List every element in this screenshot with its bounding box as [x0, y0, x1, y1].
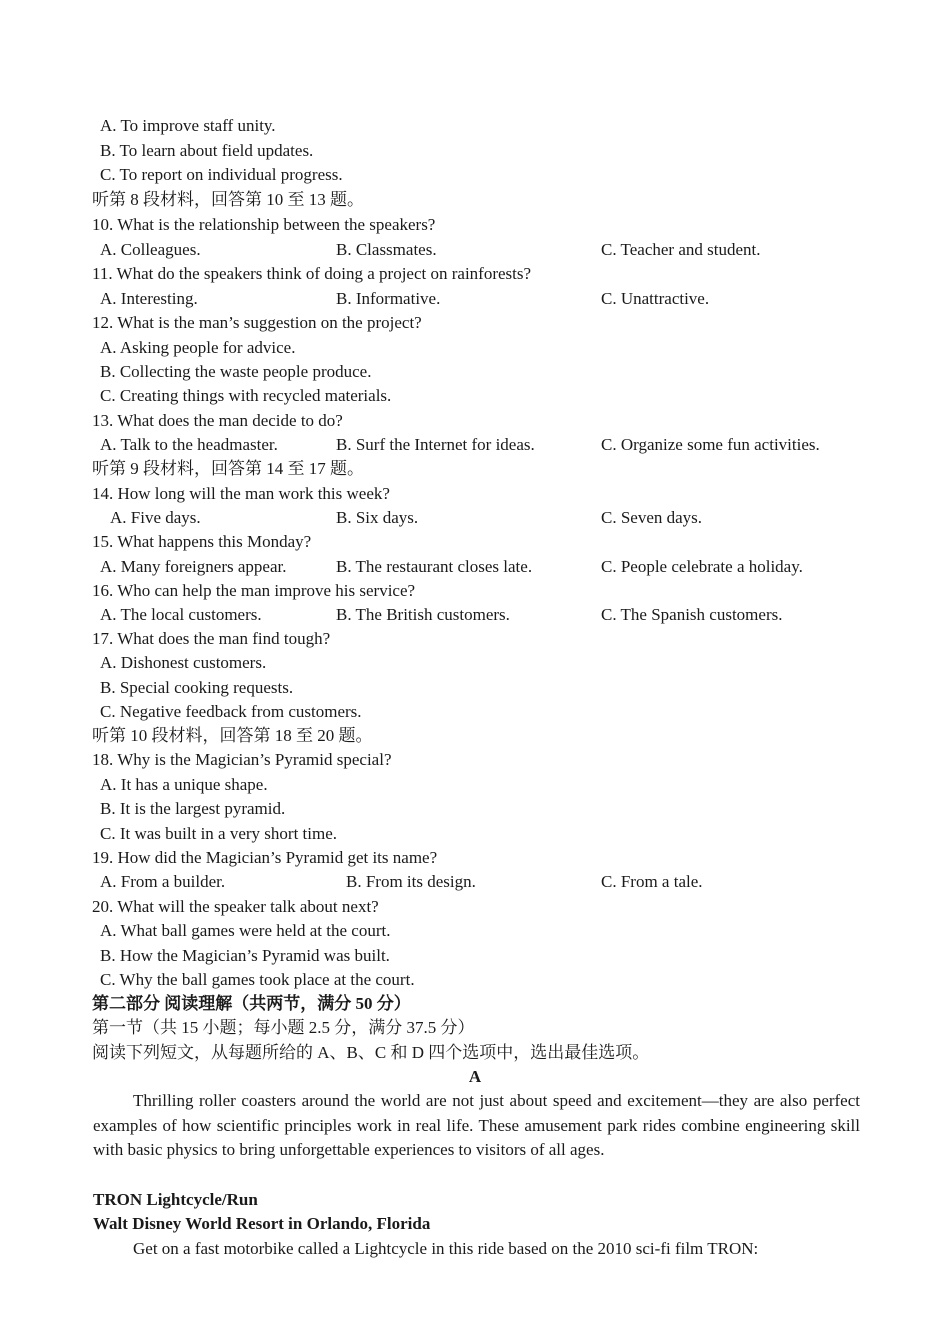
q9-option-c: C. To report on individual progress. — [100, 165, 343, 184]
q16-option-a: A. The local customers. — [100, 605, 262, 624]
q19-option-b: B. From its design. — [346, 872, 476, 891]
q16-option-b: B. The British customers. — [336, 605, 510, 624]
q12-option-b: B. Collecting the waste people produce. — [100, 362, 372, 381]
q12-stem: 12. What is the man’s suggestion on the project? — [92, 313, 422, 332]
q9-option-b: B. To learn about field updates. — [100, 141, 314, 160]
q19-stem: 19. How did the Magician’s Pyramid get its name? — [92, 848, 438, 867]
q15-option-a: A. Many foreigners appear. — [100, 557, 287, 576]
q14-option-b: B. Six days. — [336, 508, 419, 527]
q13-stem: 13. What does the man decide to do? — [92, 411, 343, 430]
q10-option-a: A. Colleagues. — [100, 240, 201, 259]
q19-option-c: C. From a tale. — [601, 872, 703, 891]
q17-option-b: B. Special cooking requests. — [100, 678, 294, 697]
section9-intro: 听第 9 段材料，回答第 14 至 17 题。 — [92, 459, 364, 478]
part2-title: 第二部分 阅读理解（共两节，满分 50 分） — [92, 994, 411, 1013]
q17-option-c: C. Negative feedback from customers. — [100, 702, 362, 721]
q20-option-a: A. What ball games were held at the court. — [100, 921, 391, 940]
q9-option-a: A. To improve staff unity. — [100, 116, 276, 135]
q12-option-c: C. Creating things with recycled materials. — [100, 386, 392, 405]
q14-stem: 14. How long will the man work this week? — [92, 484, 390, 503]
q19-option-a: A. From a builder. — [100, 872, 226, 891]
ride1-title: TRON Lightcycle/Run — [93, 1190, 258, 1209]
q18-option-c: C. It was built in a very short time. — [100, 824, 338, 843]
q13-option-b: B. Surf the Internet for ideas. — [336, 435, 535, 454]
q18-option-a: A. It has a unique shape. — [100, 775, 268, 794]
section8-intro: 听第 8 段材料，回答第 10 至 13 题。 — [92, 190, 364, 209]
q15-option-b: B. The restaurant closes late. — [336, 557, 533, 576]
q12-option-a: A. Asking people for advice. — [100, 338, 296, 357]
q18-stem: 18. Why is the Magician’s Pyramid special? — [92, 750, 392, 769]
q11-option-b: B. Informative. — [336, 289, 441, 308]
passage-intro-paragraph: Thrilling roller coasters around the world are not just about speed and excitement—they are also perfect examples of how scientific principles work in real life. These amusement park rides combine engineering skill with basic physics to bring unforgettable experiences to visitors of all ages. — [93, 1091, 860, 1159]
q11-stem: 11. What do the speakers think of doing a project on rainforests? — [92, 264, 532, 283]
q20-option-b: B. How the Magician’s Pyramid was built. — [100, 946, 390, 965]
q10-stem: 10. What is the relationship between the speakers? — [92, 215, 436, 234]
q16-option-c: C. The Spanish customers. — [601, 605, 783, 624]
q16-stem: 16. Who can help the man improve his service? — [92, 581, 416, 600]
q15-option-c: C. People celebrate a holiday. — [601, 557, 803, 576]
q17-option-a: A. Dishonest customers. — [100, 653, 267, 672]
ride1-location: Walt Disney World Resort in Orlando, Florida — [93, 1214, 431, 1233]
q11-option-c: C. Unattractive. — [601, 289, 710, 308]
part2-section1-heading: 第一节（共 15 小题；每小题 2.5 分，满分 37.5 分） — [92, 1018, 475, 1037]
q17-stem: 17. What does the man find tough? — [92, 629, 331, 648]
part2-instruction: 阅读下列短文，从每题所给的 A、B、C 和 D 四个选项中，选出最佳选项。 — [92, 1043, 650, 1062]
q18-option-b: B. It is the largest pyramid. — [100, 799, 286, 818]
q15-stem: 15. What happens this Monday? — [92, 532, 312, 551]
q14-option-a: A. Five days. — [110, 508, 201, 527]
passage-label: A — [468, 1067, 482, 1086]
section10-intro: 听第 10 段材料，回答第 18 至 20 题。 — [92, 726, 373, 745]
ride1-text: Get on a fast motorbike called a Lightcycle in this ride based on the 2010 sci-fi film TRON: — [133, 1239, 759, 1258]
q13-option-a: A. Talk to the headmaster. — [100, 435, 278, 454]
q20-stem: 20. What will the speaker talk about next? — [92, 897, 379, 916]
q13-option-c: C. Organize some fun activities. — [601, 435, 820, 454]
q10-option-c: C. Teacher and student. — [601, 240, 761, 259]
q20-option-c: C. Why the ball games took place at the court. — [100, 970, 415, 989]
q10-option-b: B. Classmates. — [336, 240, 437, 259]
q14-option-c: C. Seven days. — [601, 508, 703, 527]
q11-option-a: A. Interesting. — [100, 289, 198, 308]
